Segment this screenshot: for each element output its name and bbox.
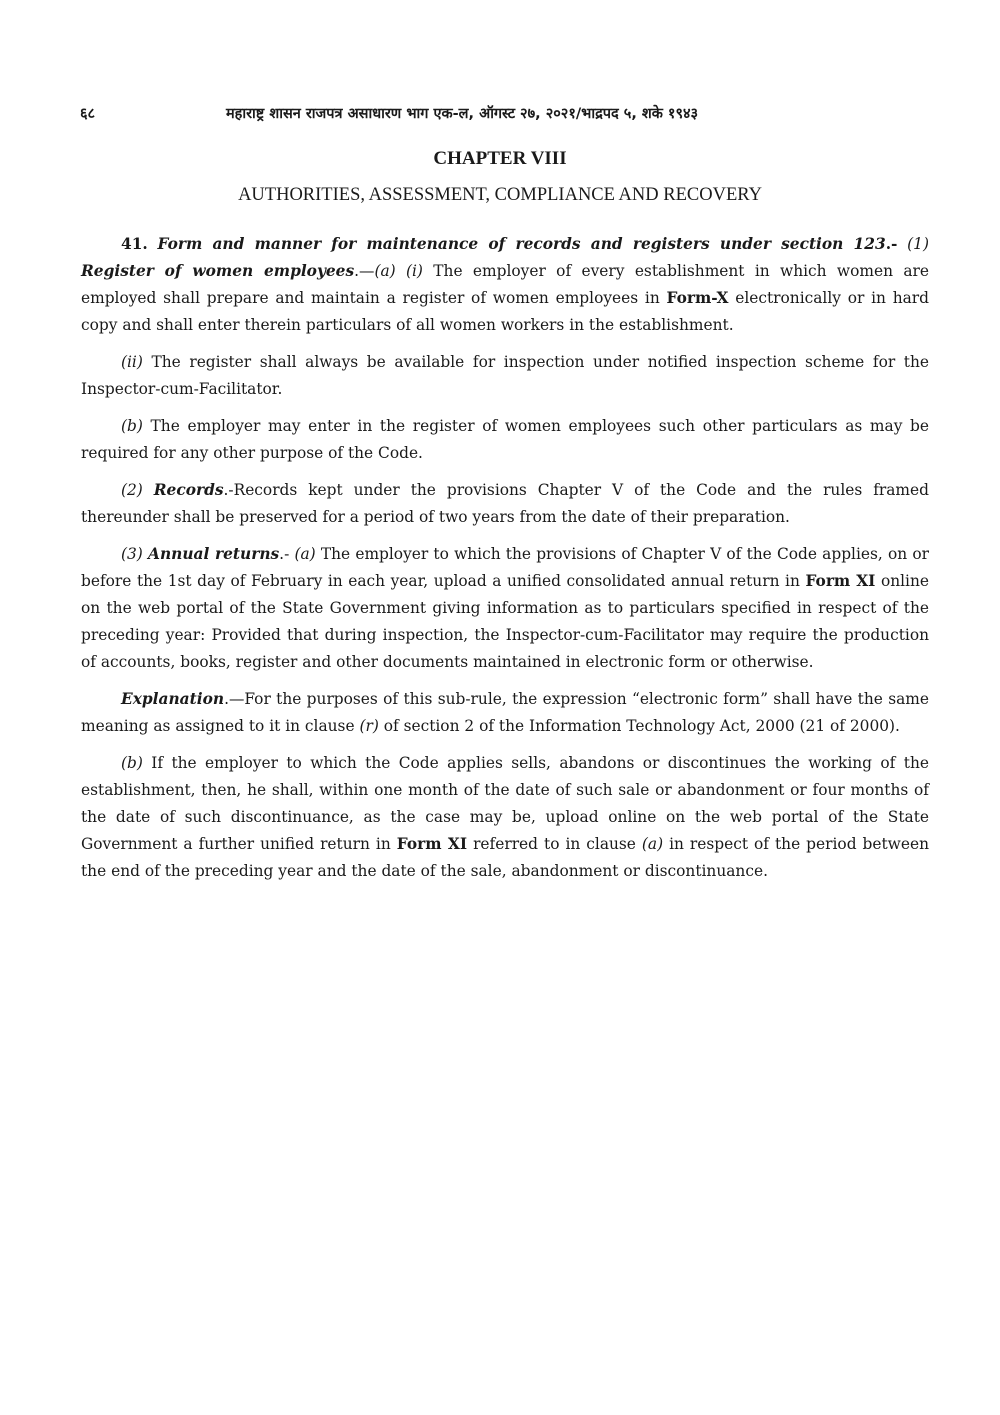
paragraph-explanation bbox=[81, 686, 929, 740]
paragraph-4-text: .-Records kept under the provisions Chapter V of the Code and the rules framed thereunder shall be preserved for a period of two years from the date of their preparation. bbox=[81, 481, 929, 526]
rule-number: 41. bbox=[121, 235, 148, 253]
rule-heading: Form and manner for maintenance of records and registers under section 123 bbox=[157, 235, 886, 253]
form-x-ref: Form-X bbox=[666, 289, 729, 307]
page-header bbox=[80, 103, 930, 133]
document-body bbox=[81, 231, 929, 895]
chapter-subtitle: AUTHORITIES, ASSESSMENT, COMPLIANCE AND RECOVERY bbox=[238, 185, 762, 205]
paragraph-6-text-a: .—For the purposes of this sub-rule, the expression “electronic form” shall have the same meaning as assigned to it in clause bbox=[81, 690, 929, 735]
paragraph-7-clause-b: (b) bbox=[121, 754, 143, 772]
paragraph-7-text-a: If the employer to which the Code applies sells, abandons or discontinues the working of the establishment, then, he shall, within one month of the date of such sale or abandonment or four months of the date of such discontinuance, as the case may be, upload online on the web portal of the State Government a further unified return in bbox=[81, 754, 929, 853]
explanation-label: Explanation bbox=[121, 690, 225, 708]
paragraph-7-text-b: referred to in clause bbox=[467, 835, 642, 853]
subrule-1-title: Register of women employees bbox=[81, 262, 355, 280]
chapter-title: CHAPTER VIII bbox=[433, 148, 567, 169]
paragraph-1-text-b: electronically or in hard copy and shall enter therein particulars of all women workers in the establishment. bbox=[81, 289, 929, 334]
paragraph-clause-b bbox=[81, 413, 929, 467]
subrule-1-number: (1) bbox=[907, 235, 929, 253]
item-i: (i) bbox=[405, 262, 423, 280]
rule-heading-end: .- bbox=[885, 235, 898, 253]
running-head: महाराष्ट्र शासन राजपत्र असाधारण भाग एक-ल, ऑगस्ट २७, २०२१/भाद्रपद ५, शके १९४३ bbox=[226, 106, 699, 122]
clause-b: (b) bbox=[121, 417, 143, 435]
clause-r: (r) bbox=[359, 717, 379, 735]
paragraph-3-text: The employer may enter in the register of women employees such other particulars as may be required for any other purpose of the Code. bbox=[81, 417, 929, 462]
item-ii: (ii) bbox=[121, 353, 143, 371]
form-xi-ref-2: Form XI bbox=[396, 835, 468, 853]
paragraph-5-text-b: online on the web portal of the State Government giving information as to particulars specified in respect of the preceding year: Provided that during inspection, the Inspector-cum-Facilitator may require the production of accounts, books, register and other documents maintained in electronic form or otherwise. bbox=[81, 572, 929, 671]
paragraph-5-text-a: The employer to which the provisions of Chapter V of the Code applies, on or before the 1st day of February in each year, upload a unified consolidated annual return in bbox=[81, 545, 929, 590]
paragraph-2-text: The register shall always be available for inspection under notified inspection scheme for the Inspector-cum-Facilitator. bbox=[81, 353, 929, 398]
paragraph-7-clause-a: (a) bbox=[641, 835, 664, 853]
subrule-2-number: (2) bbox=[121, 481, 143, 499]
paragraph-5-clause-a: (a) bbox=[294, 545, 316, 563]
subrule-2-title: Records bbox=[153, 481, 224, 499]
subrule-3-number: (3) bbox=[121, 545, 143, 563]
form-xi-ref: Form XI bbox=[805, 572, 876, 590]
paragraph-6-text-b: of section 2 of the Information Technology Act, 2000 (21 of 2000). bbox=[378, 717, 900, 735]
paragraph-discontinuance bbox=[81, 750, 929, 885]
clause-a: (a) bbox=[374, 262, 396, 280]
paragraph-1-text-a: The employer of every establishment in which women are employed shall prepare and maintain a register of women employees in bbox=[81, 262, 929, 307]
subrule-3-title: Annual returns bbox=[148, 545, 280, 563]
paragraph-7-text-c: in respect of the period between the end of the preceding year and the date of the sale, abandonment or discontinuance. bbox=[81, 835, 929, 880]
page-number: ६८ bbox=[80, 106, 96, 122]
paragraph-annual-returns bbox=[81, 541, 929, 676]
paragraph-item-ii bbox=[81, 349, 929, 403]
subrule-1-dash: .— bbox=[354, 262, 375, 280]
paragraph-5-sep: .- bbox=[279, 545, 295, 563]
paragraph-rule41-1 bbox=[81, 231, 929, 339]
paragraph-records bbox=[81, 477, 929, 531]
